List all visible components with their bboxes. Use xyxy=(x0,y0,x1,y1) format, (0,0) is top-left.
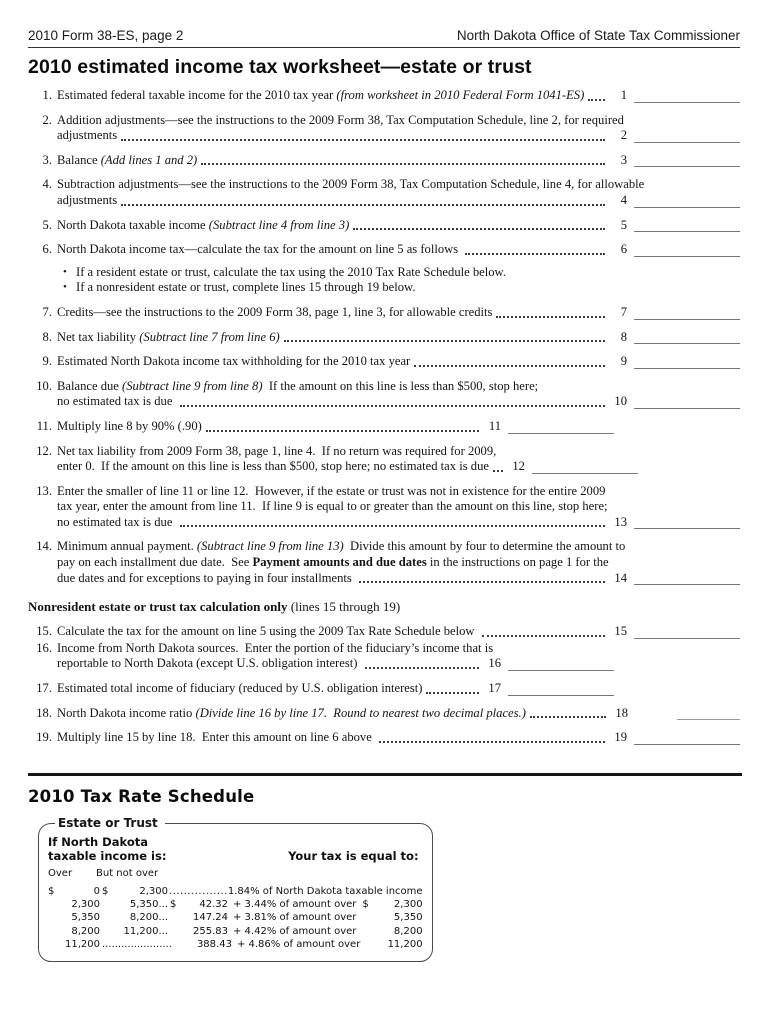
bullet-list xyxy=(63,265,740,296)
text-segment: Subtraction adjustments—see the instructions to the 2009 Form 38, Tax Computation Schedule, line 4, for allowable xyxy=(57,177,645,192)
bullet-text: If a nonresident estate or trust, complete lines 15 through 19 below. xyxy=(76,280,416,295)
worksheet-line xyxy=(28,153,740,169)
rate-table xyxy=(48,885,423,951)
dot-leader xyxy=(180,525,605,527)
threshold-value: 2,300 xyxy=(393,899,423,911)
line-number: 14 xyxy=(614,570,627,585)
worksheet-item xyxy=(28,681,740,697)
item-number: 15. xyxy=(36,624,52,639)
text-segment: no estimated tax is due xyxy=(57,514,176,529)
amount-blank-4 xyxy=(634,207,740,208)
text-segment: Estimated total income of fiduciary (reduced by U.S. obligation interest) xyxy=(57,681,423,696)
item-number: 19. xyxy=(36,730,52,745)
line-number: 17 xyxy=(488,681,501,696)
rate-row xyxy=(48,938,423,951)
amount-blank-14 xyxy=(634,584,740,585)
over-label: Over xyxy=(48,868,73,879)
line-text xyxy=(57,484,605,500)
worksheet-line xyxy=(28,218,740,234)
line-number: 9 xyxy=(620,354,627,369)
amount-blank-18 xyxy=(677,719,740,720)
but-not-over-cell xyxy=(102,911,168,924)
text-segment: Estimated federal taxable income for the 2010 tax year xyxy=(57,88,337,102)
worksheet-item xyxy=(28,624,740,640)
worksheet-item xyxy=(28,153,740,169)
item-number: 9. xyxy=(42,354,52,369)
threshold-cell xyxy=(362,898,422,911)
worksheet-item xyxy=(28,641,740,672)
dot-leader xyxy=(365,667,479,669)
line-text xyxy=(57,681,422,697)
amount-blank-9 xyxy=(634,368,740,369)
item-number: 3. xyxy=(42,152,52,167)
dot-leader xyxy=(530,716,606,718)
line-number: 15 xyxy=(614,624,627,639)
but-not-over-value: 2,300 xyxy=(139,886,168,897)
form-id: 2010 Form 38-ES, page 2 xyxy=(28,28,184,43)
rate-row xyxy=(48,911,423,924)
item-number: 16. xyxy=(36,640,52,655)
threshold-cell xyxy=(362,925,422,938)
worksheet-line xyxy=(28,706,740,722)
line-text xyxy=(57,153,197,169)
section-heading-bold: Nonresident estate or trust tax calculation only xyxy=(28,599,288,615)
worksheet-line xyxy=(28,459,740,475)
worksheet-item xyxy=(28,706,740,722)
rate-formula: + 3.44% of amount over xyxy=(233,899,357,911)
text-segment: no estimated tax is due xyxy=(57,394,176,409)
text-segment: adjustments xyxy=(57,192,118,207)
threshold-cell xyxy=(366,938,422,951)
line-text xyxy=(57,330,280,346)
base-tax-value: 255.83 xyxy=(193,925,228,937)
item-number: 18. xyxy=(36,705,52,720)
dot-leader-text: ................ xyxy=(169,886,228,897)
amount-blank-17 xyxy=(508,695,614,696)
rate-text xyxy=(169,885,423,898)
but-not-over-label: But not over xyxy=(96,868,159,879)
line-number: 4 xyxy=(620,192,627,207)
amount-blank-16 xyxy=(508,670,614,671)
text-segment: Credits—see the instructions to the 2009 Form 38, page 1, line 3, for allowable credits xyxy=(57,304,493,319)
threshold-value: 11,200 xyxy=(387,938,423,950)
amount-blank-5 xyxy=(634,231,740,232)
line-text xyxy=(57,354,410,370)
worksheet-item xyxy=(28,305,740,321)
base-tax-cell xyxy=(174,938,232,951)
worksheet-line xyxy=(28,88,740,104)
text-segment: Multiply line 15 by line 18. Enter this amount on line 6 above xyxy=(57,730,375,745)
text-segment: Minimum annual payment. xyxy=(57,539,197,554)
dot-leader xyxy=(379,741,605,743)
amount-blank-7 xyxy=(634,319,740,320)
text-segment: Divide this amount by four to determine the amount to xyxy=(343,539,626,554)
line-text xyxy=(57,177,644,193)
dot-leader xyxy=(493,470,503,472)
text-segment: (Add lines 1 and 2) xyxy=(100,152,198,167)
worksheet-item xyxy=(28,177,740,208)
dot-leader xyxy=(121,139,605,141)
worksheet-line xyxy=(28,379,740,395)
dollar-sign: $ xyxy=(48,886,55,897)
over-cell xyxy=(48,898,100,911)
estate-or-trust-rate-box xyxy=(38,816,433,962)
page-header xyxy=(28,28,740,48)
line-text xyxy=(57,394,176,410)
worksheet-line xyxy=(28,730,740,746)
text-segment: Net tax liability from 2009 Form 38, page 1, line 4. If no return was required for 2009, xyxy=(57,443,497,458)
dot-leader xyxy=(353,228,605,230)
worksheet-line xyxy=(28,681,740,697)
agency-name: North Dakota Office of State Tax Commissioner xyxy=(456,28,740,43)
amount-blank-13 xyxy=(634,528,740,529)
worksheet-item xyxy=(28,242,740,258)
text-segment: Payment amounts and due dates xyxy=(252,555,427,570)
amount-blank-6 xyxy=(634,256,740,257)
worksheet-line xyxy=(28,624,740,640)
text-segment: (Subtract line 9 from line 8) xyxy=(122,378,263,393)
item-number: 10. xyxy=(36,378,52,393)
amount-blank-15 xyxy=(634,638,740,639)
worksheet-line xyxy=(28,193,740,209)
amount-blank-11 xyxy=(508,433,614,434)
worksheet-line xyxy=(28,444,740,460)
worksheet-line xyxy=(28,128,740,144)
text-segment: (Subtract line 4 from line 3) xyxy=(208,217,350,232)
text-segment: (Subtract line 9 from line 13) xyxy=(196,539,344,554)
worksheet-line xyxy=(28,419,740,435)
but-not-over-value: 8,200... xyxy=(129,912,168,924)
threshold-value: 8,200 xyxy=(393,925,423,937)
base-tax-value: 388.43 xyxy=(196,938,232,950)
but-not-over-cell xyxy=(102,925,168,938)
over-value: 11,200 xyxy=(65,938,100,950)
item-number: 8. xyxy=(42,329,52,344)
over-value: 2,300 xyxy=(71,899,100,911)
item-number: 1. xyxy=(42,88,52,102)
text-segment: North Dakota income tax—calculate the tax for the amount on line 5 as follows xyxy=(57,242,462,257)
bullet-text: If a resident estate or trust, calculate the tax using the 2010 Tax Rate Schedule below. xyxy=(76,264,506,279)
income-column-heading-line1: If North Dakota xyxy=(48,835,148,849)
line-number: 6 xyxy=(620,242,627,257)
line-text xyxy=(57,444,496,460)
but-not-over-value: ...................... xyxy=(102,938,172,950)
line-text xyxy=(57,128,117,144)
base-tax-cell xyxy=(170,898,228,911)
worksheet-line xyxy=(28,330,740,346)
worksheet-item xyxy=(28,730,740,746)
line-number: 16 xyxy=(488,656,501,671)
line-number: 11 xyxy=(488,418,501,433)
over-value: 5,350 xyxy=(71,912,100,924)
text-segment: Income from North Dakota sources. Enter the portion of the fiduciary’s income that is xyxy=(57,640,494,655)
dot-leader xyxy=(359,581,605,583)
dollar-sign: $ xyxy=(102,886,109,897)
rate-formula: + 3.81% of amount over xyxy=(233,912,357,924)
line-number: 7 xyxy=(620,304,627,319)
worksheet-item xyxy=(28,379,740,410)
section-divider xyxy=(28,773,742,776)
amount-blank-10 xyxy=(634,408,740,409)
line-number: 10 xyxy=(614,394,627,409)
line-number: 18 xyxy=(615,705,628,720)
text-segment: adjustments xyxy=(57,128,118,143)
rate-formula: + 4.86% of amount over xyxy=(236,938,361,950)
text-segment: reportable to North Dakota (except U.S. obligation interest) xyxy=(57,656,361,671)
text-segment: (Subtract line 7 from line 6) xyxy=(139,329,280,344)
text-segment: enter 0. If the amount on this line is less than $500, stop here; no estimated tax is due xyxy=(57,459,489,474)
worksheet-line xyxy=(28,354,740,370)
amount-blank-19 xyxy=(634,744,740,745)
but-not-over-cell xyxy=(102,885,168,898)
line-text xyxy=(57,539,625,555)
line-text xyxy=(57,641,493,657)
line-text xyxy=(57,193,117,209)
dot-leader xyxy=(482,635,605,637)
rate-row xyxy=(48,925,423,938)
amount-blank-8 xyxy=(634,343,740,344)
amount-blank-1 xyxy=(634,102,740,103)
text-segment: in the instructions on page 1 for the xyxy=(426,555,609,570)
dot-leader xyxy=(414,365,605,367)
line-text xyxy=(57,305,492,321)
amount-blank-2 xyxy=(634,142,740,143)
bullet-icon: • xyxy=(63,281,67,294)
line-text xyxy=(57,242,461,258)
item-number: 17. xyxy=(36,681,52,696)
worksheet-item xyxy=(28,113,740,144)
but-not-over-cell xyxy=(102,938,172,951)
line-text xyxy=(57,730,375,746)
line-text xyxy=(57,218,349,234)
threshold-value: 5,350 xyxy=(393,912,423,924)
over-cell xyxy=(48,925,100,938)
over-value: 8,200 xyxy=(71,925,100,937)
section-heading-rest: (lines 15 through 19) xyxy=(287,599,401,615)
worksheet xyxy=(28,88,740,746)
dot-leader xyxy=(201,163,605,165)
text-segment: Net tax liability xyxy=(57,329,140,344)
text-segment: Addition adjustments—see the instructions to the 2009 Form 38, Tax Computation Schedule, line 2, for required xyxy=(57,112,624,127)
line-text xyxy=(57,555,609,571)
over-cell xyxy=(48,911,100,924)
item-number: 12. xyxy=(36,443,52,458)
line-number: 8 xyxy=(620,329,627,344)
dot-leader xyxy=(465,253,605,255)
over-cell xyxy=(48,885,100,898)
worksheet-item xyxy=(28,444,740,475)
text-segment: Enter the smaller of line 11 or line 12. However, if the estate or trust was not in existence for the entire 2009 xyxy=(57,483,606,498)
worksheet-item xyxy=(28,539,740,586)
amount-blank-12 xyxy=(532,473,638,474)
worksheet-line xyxy=(28,177,740,193)
base-tax-value: 147.24 xyxy=(193,912,228,924)
line-number: 3 xyxy=(620,152,627,167)
line-text xyxy=(57,499,608,515)
line-text xyxy=(57,379,538,395)
dot-leader xyxy=(180,405,605,407)
over-cell xyxy=(48,938,100,951)
dot-leader xyxy=(588,99,605,101)
rate-column-labels xyxy=(48,868,423,879)
line-number: 19 xyxy=(614,730,627,745)
tax-rate-schedule-title: 2010 Tax Rate Schedule xyxy=(28,787,255,806)
text-segment: (from worksheet in 2010 Federal Form 1041-ES) xyxy=(336,88,585,102)
worksheet-line xyxy=(28,539,740,555)
text-segment: Balance xyxy=(57,152,101,167)
item-number: 13. xyxy=(36,483,52,498)
item-number: 7. xyxy=(42,304,52,319)
line-number: 12 xyxy=(512,459,525,474)
section-heading xyxy=(28,599,740,615)
dot-leader xyxy=(426,692,479,694)
bullet-item xyxy=(63,280,740,296)
income-column-heading-line2: taxable income is: xyxy=(48,849,167,863)
worksheet-item xyxy=(28,484,740,531)
text-segment: due dates and for exceptions to paying in four installments xyxy=(57,570,355,585)
line-text xyxy=(57,656,361,672)
line-text xyxy=(57,88,584,104)
line-text xyxy=(57,459,489,475)
worksheet-line xyxy=(28,656,740,672)
over-value: 0 xyxy=(93,886,100,897)
threshold-cell xyxy=(362,911,422,924)
tax-column-heading: Your tax is equal to: xyxy=(288,849,419,863)
rate-box-headings xyxy=(48,849,423,863)
dot-leader xyxy=(284,340,605,342)
item-number: 2. xyxy=(42,112,52,127)
text-segment: Multiply line 8 by 90% (.90) xyxy=(57,418,202,433)
base-tax-cell xyxy=(170,911,228,924)
base-tax-cell xyxy=(170,925,228,938)
rate-row xyxy=(48,898,423,911)
text-segment: Estimated North Dakota income tax withholding for the 2010 tax year xyxy=(57,354,411,369)
dot-leader xyxy=(206,430,479,432)
worksheet-item xyxy=(28,354,740,370)
text-segment: pay on each installment due date. See xyxy=(57,555,253,570)
worksheet-line xyxy=(28,305,740,321)
line-number: 5 xyxy=(620,217,627,232)
text-segment: If the amount on this line is less than $500, stop here; xyxy=(262,378,539,393)
text-segment: North Dakota taxable income xyxy=(57,217,209,232)
item-number: 11. xyxy=(36,418,52,433)
but-not-over-value: 11,200... xyxy=(123,925,168,937)
dollar-sign: $ xyxy=(170,899,177,911)
line-text xyxy=(57,515,176,531)
item-number: 14. xyxy=(36,539,52,554)
item-number: 6. xyxy=(42,242,52,257)
dot-leader xyxy=(496,316,605,318)
bullet-icon: • xyxy=(63,265,67,278)
but-not-over-cell xyxy=(102,898,168,911)
text-segment: (Divide line 16 by line 17. Round to nearest two decimal places.) xyxy=(195,705,526,720)
amount-blank-3 xyxy=(634,166,740,167)
line-text xyxy=(57,571,355,587)
page-title: 2010 estimated income tax worksheet—estate or trust xyxy=(28,56,532,78)
rate-box-legend: Estate or Trust xyxy=(58,816,158,830)
worksheet-line xyxy=(28,515,740,531)
dollar-sign: $ xyxy=(362,899,369,911)
line-number: 1 xyxy=(620,88,627,102)
worksheet-item xyxy=(28,419,740,435)
line-number: 13 xyxy=(614,514,627,529)
worksheet-item xyxy=(28,218,740,234)
worksheet-line xyxy=(28,499,740,515)
bullet-item xyxy=(63,265,740,281)
first-bracket-rate: 1.84% of North Dakota taxable income xyxy=(227,886,423,897)
worksheet-line xyxy=(28,484,740,500)
line-text xyxy=(57,624,478,640)
dot-leader xyxy=(121,204,605,206)
worksheet-line xyxy=(28,555,740,571)
text-segment: Calculate the tax for the amount on line 5 using the 2009 Tax Rate Schedule below xyxy=(57,624,478,639)
line-number: 2 xyxy=(620,128,627,143)
text-segment: North Dakota income ratio xyxy=(57,705,196,720)
line-text xyxy=(57,706,526,722)
worksheet-line xyxy=(28,394,740,410)
line-text xyxy=(57,419,202,435)
worksheet-item xyxy=(28,330,740,346)
rate-formula: + 4.42% of amount over xyxy=(233,925,357,937)
worksheet-item xyxy=(28,88,740,104)
item-number: 4. xyxy=(42,177,52,192)
rate-row xyxy=(48,885,423,898)
worksheet-line xyxy=(28,242,740,258)
worksheet-line xyxy=(28,571,740,587)
worksheet-line xyxy=(28,113,740,129)
text-segment: tax year, enter the amount from line 11. If line 9 is equal to or greater than the amount on this line, stop here; xyxy=(57,499,608,514)
line-text xyxy=(57,113,624,129)
but-not-over-value: 5,350... xyxy=(129,899,168,911)
item-number: 5. xyxy=(42,217,52,232)
worksheet-line xyxy=(28,641,740,657)
text-segment: Balance due xyxy=(57,378,123,393)
base-tax-value: 42.32 xyxy=(199,899,228,911)
